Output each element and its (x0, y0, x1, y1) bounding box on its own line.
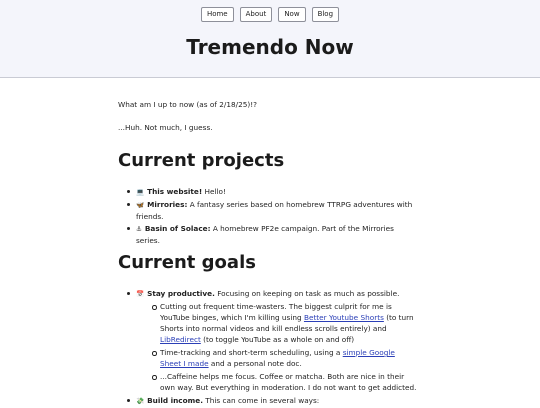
goal-text: Focusing on keeping on task as much as possible. (214, 289, 400, 298)
list-item (118, 199, 418, 222)
top-nav (0, 7, 540, 22)
projects-heading: Current projects (118, 150, 285, 171)
project-title: This website! (147, 187, 203, 196)
better-youtube-shorts-link[interactable]: Better Youtube Shorts (303, 313, 384, 322)
nav-home-button[interactable]: Home (201, 7, 234, 22)
money-icon: 💸 (136, 397, 145, 405)
huh-text: ...Huh. Not much, I guess. (118, 123, 213, 132)
nav-blog-button[interactable]: Blog (312, 7, 339, 22)
list-item (118, 395, 418, 407)
sub-text: (to toggle YouTube as a whole on and off) (200, 335, 355, 344)
libredirect-link[interactable]: LibRedirect (160, 335, 201, 344)
calendar-icon: 📅 (136, 290, 145, 298)
goal-sublist (136, 301, 418, 393)
project-title: Basin of Solace: (144, 224, 211, 233)
goal-title: Build income. (147, 396, 203, 405)
project-text: A homebrew PF2e campaign. Part of the Mirrories series. (136, 224, 394, 245)
list-item (118, 288, 418, 393)
goals-heading: Current goals (118, 252, 256, 273)
project-title: Mirrories: (147, 200, 188, 209)
sub-text: Time-tracking and short-term scheduling, using a (160, 348, 343, 357)
projects-list (118, 186, 418, 247)
nav-now-button[interactable]: Now (278, 7, 305, 22)
sub-text: and a personal note doc. (208, 359, 302, 368)
sub-text: (to turn Shorts into normal videos and kill endless scrolls entirely) and (160, 313, 414, 333)
list-item (118, 186, 418, 198)
sub-text: ...Caffeine helps me focus. Coffee or matcha. Both are nice in their own way. But everything in moderation. I do not want to get addicted. (160, 372, 417, 392)
project-text: Hello! (202, 187, 226, 196)
project-text: A fantasy series based on homebrew TTRPG adventures with friends. (136, 200, 413, 221)
site-title: Tremendo Now (186, 35, 354, 59)
nav-about-button[interactable]: About (240, 7, 273, 22)
laptop-icon: 💻 (136, 188, 145, 196)
list-item (136, 371, 418, 393)
intro-text: What am I up to now (as of 2/18/25)!? (118, 100, 258, 109)
list-item (136, 301, 418, 345)
goals-list (118, 288, 418, 408)
list-item (136, 347, 418, 369)
anchor-icon: ⚓ (136, 225, 142, 233)
butterfly-icon: 🦋 (136, 201, 145, 209)
goal-text: This can come in several ways: (202, 396, 320, 405)
goal-title: Stay productive. (147, 289, 215, 298)
sub-text: Cutting out frequent time-wasters. The biggest culprit for me is YouTube binges, which I'm killing using (160, 302, 392, 322)
list-item (118, 223, 418, 246)
site-header (0, 0, 540, 78)
google-sheet-link[interactable]: simple Google Sheet I made (160, 348, 395, 368)
